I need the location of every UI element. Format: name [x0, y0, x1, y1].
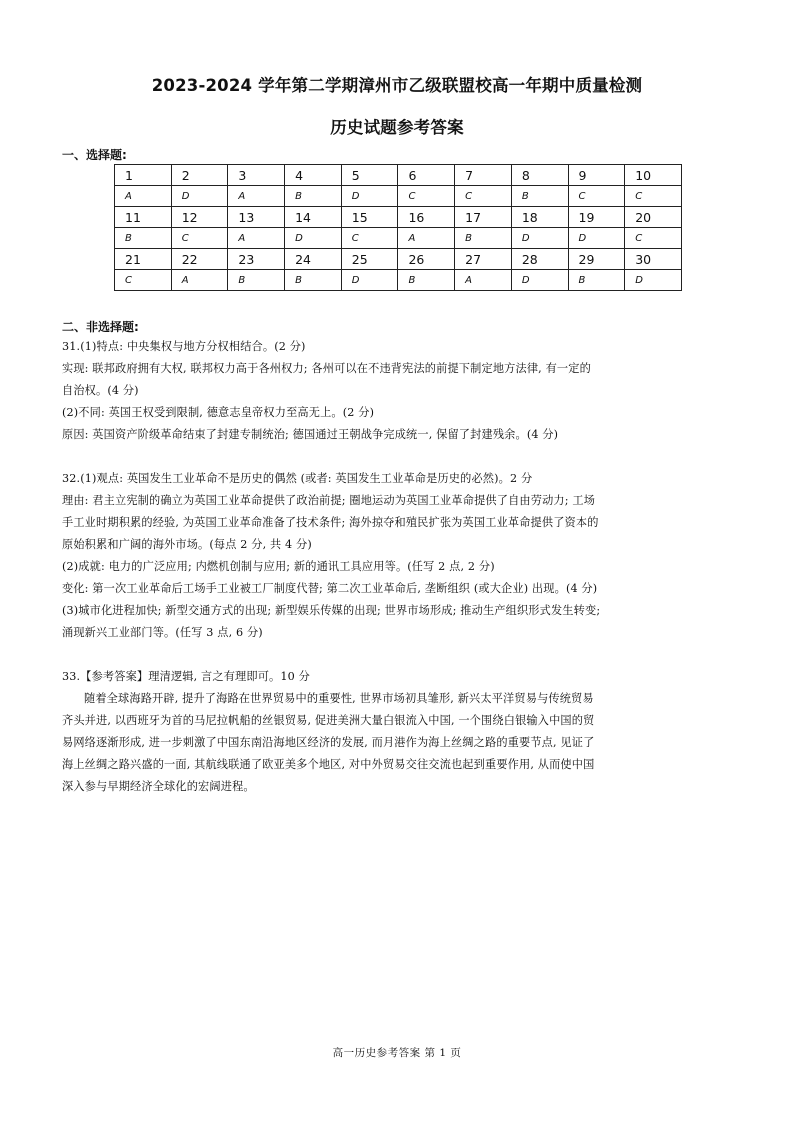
q31-line: 自治权。(4 分) [62, 384, 139, 397]
q32-line: (2)成就: 电力的广泛应用; 内燃机创制与应用; 新的通讯工具应用等。(任写 2 点, 2 分) [62, 560, 495, 573]
answer-letter-cell: C [625, 186, 682, 207]
q33-line: 齐头并进, 以西班牙为首的马尼拉帆船的丝银贸易, 促进美洲大量白银流入中国, 一个围绕白银输入中国的贸 [62, 714, 595, 727]
answer-letter-cell: D [568, 228, 625, 249]
question-number-cell: 27 [455, 249, 512, 270]
q32-line: 变化: 第一次工业革命后工场手工业被工厂制度代替; 第二次工业革命后, 垄断组织 (或大企业) 出现。(4 分) [62, 582, 598, 595]
answer-letter-cell: A [228, 228, 285, 249]
section1-heading: 一、选择题: [62, 148, 127, 162]
answer-letter-cell: A [171, 270, 228, 291]
answer-letter-cell: D [341, 186, 398, 207]
question-number-cell: 10 [625, 165, 682, 186]
page-footer: 高一历史参考答案 第 1 页 [332, 1047, 462, 1059]
question-number-cell: 24 [285, 249, 342, 270]
question-number-cell: 12 [171, 207, 228, 228]
q31-line: 原因: 英国资产阶级革命结束了封建专制统治; 德国通过王朝战争完成统一, 保留了封建残余。(4 分) [62, 428, 559, 441]
question-number-cell: 7 [455, 165, 512, 186]
answer-body [62, 336, 738, 798]
question-33 [62, 666, 738, 798]
question-number-cell: 8 [511, 165, 568, 186]
answer-letter-cell: B [285, 186, 342, 207]
answer-letter-cell: D [171, 186, 228, 207]
answer-letter-cell: A [228, 186, 285, 207]
q32-line: 涌现新兴工业部门等。(任写 3 点, 6 分) [62, 626, 263, 639]
page-subtitle: 历史试题参考答案 [330, 118, 464, 137]
answer-letter-cell: B [568, 270, 625, 291]
question-number-cell: 17 [455, 207, 512, 228]
question-number-cell: 21 [115, 249, 172, 270]
q33-line: 易网络逐渐形成, 进一步刺激了中国东南沿海地区经济的发展, 而月港作为海上丝绸之路的重要节点, 见证了 [62, 736, 595, 749]
question-number-cell: 6 [398, 165, 455, 186]
answer-letter-cell: B [455, 228, 512, 249]
answer-letter-cell: C [568, 186, 625, 207]
question-number-cell: 15 [341, 207, 398, 228]
question-number-cell: 19 [568, 207, 625, 228]
answer-letter-cell: D [625, 270, 682, 291]
answer-letter-cell: A [115, 186, 172, 207]
answer-letter-cell: C [625, 228, 682, 249]
question-number-cell: 23 [228, 249, 285, 270]
question-number-cell: 14 [285, 207, 342, 228]
answer-letter-cell: D [511, 228, 568, 249]
question-number-cell: 9 [568, 165, 625, 186]
answer-letter-cell: B [228, 270, 285, 291]
answer-letter-cell: C [398, 186, 455, 207]
q33-line: 33.【参考答案】理清逻辑, 言之有理即可。10 分 [62, 670, 310, 683]
q33-line: 海上丝绸之路兴盛的一面, 其航线联通了欧亚美多个地区, 对中外贸易交往交流也起到重要作用, 从而使中国 [62, 758, 595, 771]
question-number-cell: 3 [228, 165, 285, 186]
question-number-cell: 2 [171, 165, 228, 186]
question-number-cell: 25 [341, 249, 398, 270]
answer-letter-cell: A [455, 270, 512, 291]
question-number-row [115, 249, 682, 270]
answer-letter-cell: B [115, 228, 172, 249]
question-number-cell: 20 [625, 207, 682, 228]
q32-line: 理由: 君主立宪制的确立为英国工业革命提供了政治前提; 圈地运动为英国工业革命提供了自由劳动力; 工场 [62, 494, 596, 507]
answer-letter-row [115, 186, 682, 207]
question-number-cell: 5 [341, 165, 398, 186]
answer-table [114, 164, 682, 291]
question-number-cell: 18 [511, 207, 568, 228]
q31-line: 31.(1)特点: 中央集权与地方分权相结合。(2 分) [62, 340, 306, 353]
question-number-cell: 26 [398, 249, 455, 270]
question-number-cell: 1 [115, 165, 172, 186]
answer-letter-cell: A [398, 228, 455, 249]
answer-letter-cell: D [511, 270, 568, 291]
question-number-row [115, 165, 682, 186]
q32-line: 32.(1)观点: 英国发生工业革命不是历史的偶然 (或者: 英国发生工业革命是历史的必然)。2 分 [62, 472, 533, 485]
page-title: 2023-2024 学年第二学期漳州市乙级联盟校高一年期中质量检测 [151, 76, 643, 95]
question-number-cell: 28 [511, 249, 568, 270]
q31-line: (2)不同: 英国王权受到限制, 德意志皇帝权力至高无上。(2 分) [62, 406, 375, 419]
question-number-row [115, 207, 682, 228]
answer-letter-cell: D [341, 270, 398, 291]
answer-letter-row [115, 228, 682, 249]
q32-line: (3)城市化进程加快; 新型交通方式的出现; 新型娱乐传媒的出现; 世界市场形成; 推动生产组织形式发生转变; [62, 604, 601, 617]
question-number-cell: 22 [171, 249, 228, 270]
answer-letter-cell: C [171, 228, 228, 249]
question-number-cell: 13 [228, 207, 285, 228]
question-number-cell: 30 [625, 249, 682, 270]
answer-letter-cell: B [285, 270, 342, 291]
question-number-cell: 29 [568, 249, 625, 270]
section2-heading: 二、非选择题: [62, 320, 139, 334]
question-number-cell: 11 [115, 207, 172, 228]
question-number-cell: 4 [285, 165, 342, 186]
answer-letter-cell: D [285, 228, 342, 249]
answer-letter-cell: C [341, 228, 398, 249]
q32-line: 手工业时期积累的经验, 为英国工业革命准备了技术条件; 海外掠夺和殖民扩张为英国工业革命提供了资本的 [62, 516, 599, 529]
answer-letter-cell: C [115, 270, 172, 291]
answer-letter-cell: C [455, 186, 512, 207]
question-31 [62, 336, 738, 446]
answer-letter-cell: B [398, 270, 455, 291]
answer-letter-cell: B [511, 186, 568, 207]
q31-line: 实现: 联邦政府拥有大权, 联邦权力高于各州权力; 各州可以在不违背宪法的前提下制定地方法律, 有一定的 [62, 362, 591, 375]
question-number-cell: 16 [398, 207, 455, 228]
q33-line: 随着全球海路开辟, 提升了海路在世界贸易中的重要性, 世界市场初具雏形, 新兴太平洋贸易与传统贸易 [84, 692, 594, 705]
answer-letter-row [115, 270, 682, 291]
q32-line: 原始积累和广阔的海外市场。(每点 2 分, 共 4 分) [62, 538, 312, 551]
question-32 [62, 468, 738, 644]
q33-line: 深入参与早期经济全球化的宏阔进程。 [62, 780, 255, 793]
